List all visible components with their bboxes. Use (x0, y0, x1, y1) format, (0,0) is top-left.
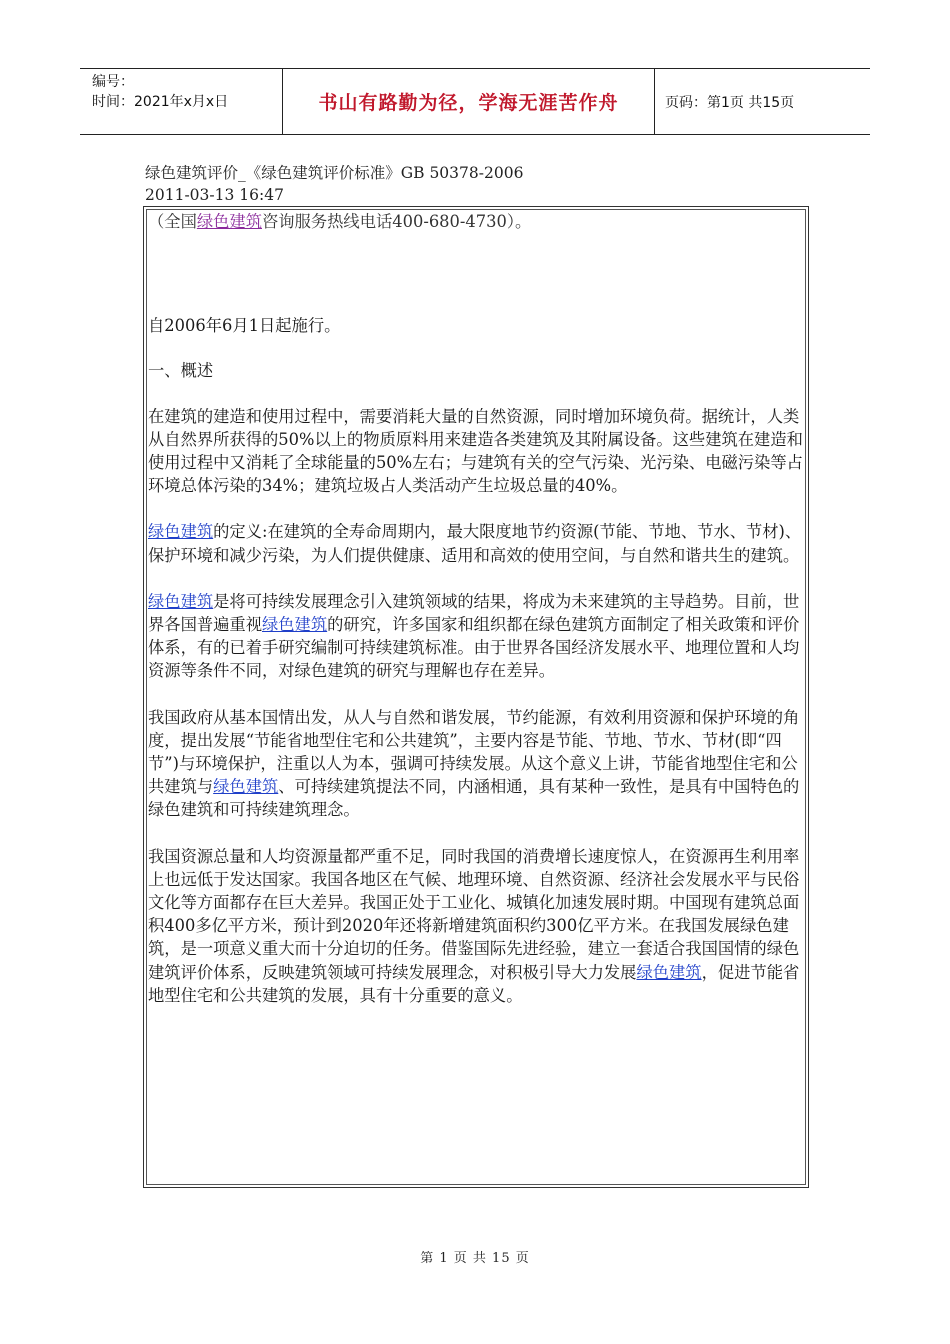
green-building-link[interactable]: 绿色建筑 (213, 777, 279, 797)
document-date: 2011-03-13 16:47 (145, 186, 284, 204)
effective-date-paragraph: 自2006年6月1日起施行。 (148, 316, 341, 336)
paragraph-5-text-b: ，促进节能省地型住宅和公共建筑的发展，具有十分重要的意义。 (148, 962, 800, 1005)
paragraph-2-text: 的定义:在建筑的全寿命周期内，最大限度地节约资源(节能、节地、节水、节材)、保护环境和减少污染，为人们提供健康、适用和高效的使用空间，与自然和谐共生的建筑。 (148, 522, 802, 565)
header-meta-cell (80, 69, 283, 134)
paragraph-5-text-a: 我国资源总量和人均资源量都严重不足，同时我国的消费增长速度惊人，在资源再生利用率上也远低于发达国家。我国各地区在气候、地理环境、自然资源、经济社会发展水平与民俗文化等方面都存在巨大差异。我国正处于工业化、城镇化加速发展时期。中国现有建筑总面积400多亿平方米，预计到2020年还将新增建筑面积约300亿平方米。在我国发展绿色建筑，是一项意义重大而十分迫切的任务。借鉴国际先进经验，建立一套适合我国国情的绿色建筑评价体系，反映建筑领域可持续发展理念，对积极引导大力发展 (148, 846, 800, 982)
number-label: 编号： (92, 74, 134, 90)
paragraph-1: 在建筑的建造和使用过程中，需要消耗大量的自然资源，同时增加环境负荷。据统计，人类从自然界所获得的50%以上的物质原料用来建造各类建筑及其附属设备。这些建筑在建造和使用过程中又消耗了全球能量的50%左右；与建筑有关的空气污染、光污染、电磁污染等占环境总体污染的34%；建筑垃圾占人类活动产生垃圾总量的40%。 (148, 406, 803, 496)
page-header (80, 68, 870, 135)
paragraph-3-text-a: 是将可持续发展理念引入建筑领域的结果，将成为未来建筑的主导趋势。目前，世界各国普遍重视 (148, 591, 800, 635)
green-building-link[interactable]: 绿色建筑 (148, 591, 214, 611)
header-motto: 书山有路勤为径，学海无涯苦作舟 (283, 69, 655, 134)
hotline-suffix: 咨询服务热线电话400-680-4730）。 (262, 212, 532, 231)
green-building-link[interactable]: 绿色建筑 (636, 962, 702, 982)
green-building-link[interactable]: 绿色建筑 (196, 212, 262, 231)
hotline-paragraph (148, 210, 803, 233)
page-footer: 第 1 页 共 15 页 (420, 1251, 530, 1266)
paragraph-4 (148, 706, 803, 822)
paragraph-3-text-b: 的研究，许多国家和组织都在绿色建筑方面制定了相关政策和评价体系，有的已着手研究编制可持续建筑标准。由于世界各国经济发展水平、地理位置和人均资源等条件不同，对绿色建筑的研究与理解也存在差异。 (148, 615, 800, 681)
paragraph-3 (148, 590, 803, 683)
paragraph-4-text-a: 我国政府从基本国情出发，从人与自然和谐发展，节约能源，有效利用资源和保护环境的角度，提出发展“节能省地型住宅和公共建筑”，主要内容是节能、节地、节水、节材(即“四节”)与环境保护，注重以人为本，强调可持续发展。从这个意义上讲，节能省地型住宅和公共建筑与 (148, 707, 800, 797)
section-heading: 一、概述 (148, 361, 214, 381)
document-title: 绿色建筑评价_《绿色建筑评价标准》GB 50378-2006 (145, 164, 524, 182)
header-page-info: 页码：第1页 共15页 (665, 94, 795, 111)
paragraph-2 (148, 520, 803, 566)
article-body (148, 210, 803, 1007)
green-building-link[interactable]: 绿色建筑 (261, 615, 328, 635)
paragraph-5 (148, 845, 803, 1007)
hotline-prefix: （全国 (148, 212, 197, 231)
green-building-link[interactable]: 绿色建筑 (148, 522, 214, 542)
paragraph-4-text-b: 、可持续建筑提法不同，内涵相通，具有某种一致性，是具有中国特色的绿色建筑和可持续建筑理念。 (148, 777, 800, 820)
time-label: 时间：2021年x月x日 (92, 94, 229, 110)
